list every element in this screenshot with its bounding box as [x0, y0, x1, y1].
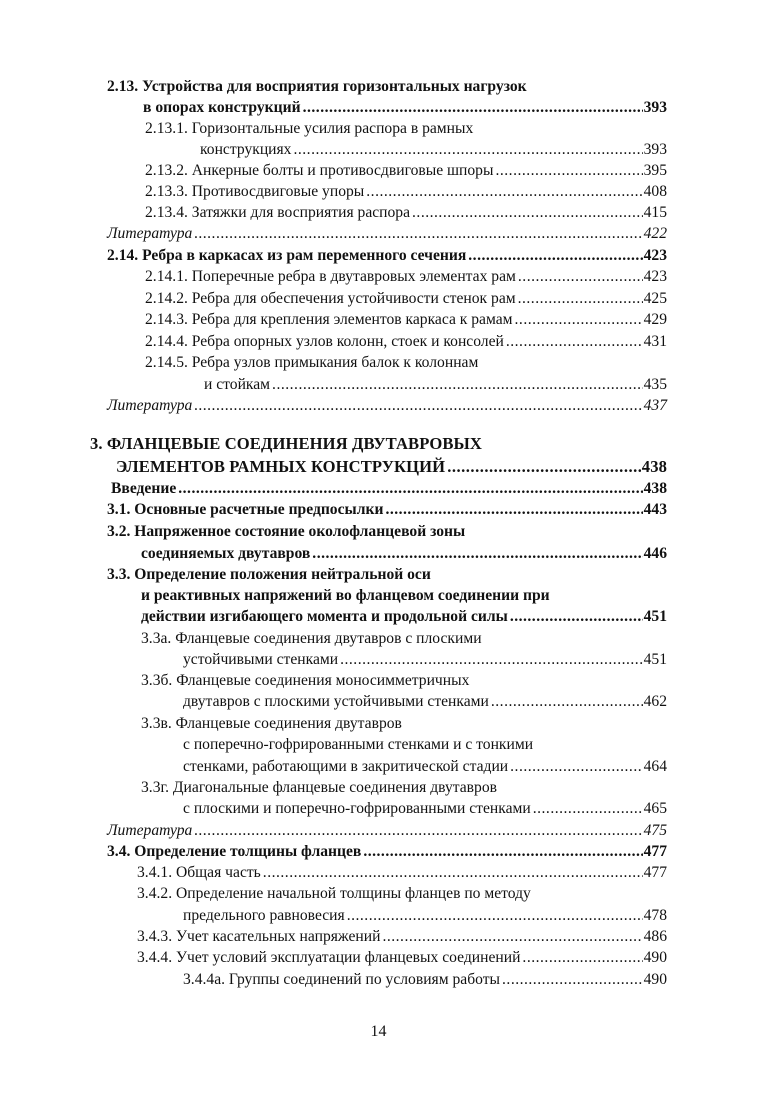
toc-entry-title: соединяемых двутавров — [141, 545, 311, 562]
toc-entry-title: 2.14.3. Ребра для крепления элементов каркаса к рамам — [145, 311, 513, 328]
toc-entry-title: Введение — [111, 480, 177, 497]
toc-entry-page: 408 — [643, 183, 667, 200]
toc-entry — [141, 606, 667, 627]
toc-dot-leader — [340, 649, 643, 670]
toc-entry — [111, 478, 667, 499]
toc-entry-title: 3.4.3. Учет касательных напряжений — [137, 928, 381, 945]
toc-dot-leader — [385, 499, 642, 520]
toc-entry-page: 429 — [643, 311, 667, 328]
toc-dot-leader — [502, 969, 643, 990]
toc-entry-title: 3.3б. Фланцевые соединения моносимметричных — [141, 672, 470, 689]
toc-entry-page: 415 — [643, 204, 667, 221]
toc-entry-page: 431 — [643, 333, 667, 350]
toc-dot-leader — [366, 181, 642, 202]
toc-dot-leader — [263, 862, 643, 883]
toc-entry — [116, 456, 667, 477]
toc-entry-page: 486 — [643, 928, 667, 945]
toc-dot-leader — [194, 395, 642, 416]
toc-entry-page: 423 — [643, 247, 667, 264]
toc-dot-leader — [468, 245, 642, 266]
toc-entry-title: 3.3а. Фланцевые соединения двутавров с плоскими — [141, 630, 482, 647]
toc-entry — [107, 395, 667, 416]
toc-entry-page: 490 — [643, 971, 667, 988]
toc-entry-page: 438 — [641, 457, 667, 476]
toc-entry-page: 490 — [643, 949, 667, 966]
toc-dot-leader — [510, 606, 643, 627]
toc-entry-title: 2.14.1. Поперечные ребра в двутавровых элементах рам — [145, 268, 516, 285]
toc-dot-leader — [303, 97, 643, 118]
toc-entry-page: 443 — [643, 501, 667, 518]
toc-dot-leader — [510, 756, 642, 777]
toc-entry-page: 475 — [643, 822, 667, 839]
toc-entry-title: 3.3в. Фланцевые соединения двутавров — [141, 715, 402, 732]
toc-entry-title: 3.4.4. Учет условий эксплуатации фланцевых соединений — [137, 949, 521, 966]
toc-entry-title: 2.13.4. Затяжки для восприятия распора — [145, 204, 411, 221]
toc-entry — [141, 543, 667, 564]
toc-entry-title: 2.14.2. Ребра для обеспечения устойчивости стенок рам — [145, 290, 516, 307]
toc-dot-leader — [382, 926, 642, 947]
toc-entry-title: 3.2. Напряженное состояние околофланцевой зоны — [107, 523, 466, 540]
toc-entry — [183, 756, 667, 777]
toc-entry-title: и реактивных напряжений во фланцевом соединении при — [141, 587, 550, 604]
toc-entry-title: 3. ФЛАНЦЕВЫЕ СОЕДИНЕНИЯ ДВУТАВРОВЫХ — [90, 434, 483, 453]
toc-entry-title: 3.3. Определение положения нейтральной оси — [107, 566, 431, 583]
toc-entry-title: Литература — [107, 822, 193, 839]
toc-entry-title: 2.13. Устройства для восприятия горизонтальных нагрузок — [107, 78, 527, 95]
toc-entry — [107, 499, 667, 520]
toc-entry — [183, 691, 667, 712]
toc-entry — [183, 649, 667, 670]
toc-entry — [107, 820, 667, 841]
toc-entry-page: 422 — [643, 225, 667, 242]
toc-dot-leader — [447, 456, 641, 477]
toc-entry-page: 437 — [643, 397, 667, 414]
toc-entry-page: 393 — [643, 99, 667, 116]
toc-entry-title: 2.13.3. Противосдвиговые упоры — [145, 183, 365, 200]
toc-entry-page: 464 — [643, 758, 667, 775]
toc-entry-title: 2.13.2. Анкерные болты и противосдвиговые шпоры — [145, 162, 494, 179]
toc-entry-title: в опорах конструкций — [143, 99, 301, 116]
toc-entry-page: 477 — [643, 843, 667, 860]
toc-entry-title: 2.14.4. Ребра опорных узлов колонн, стоек и консолей — [145, 333, 504, 350]
toc-dot-leader — [194, 820, 642, 841]
toc-dot-leader — [293, 139, 642, 160]
toc-entry — [145, 309, 667, 330]
toc-dot-leader — [272, 374, 643, 395]
toc-entry-page: 446 — [643, 545, 667, 562]
toc-entry-page: 425 — [643, 290, 667, 307]
toc-entry — [183, 905, 667, 926]
toc-entry — [145, 331, 667, 352]
toc-entry-title: 3.4.1. Общая часть — [137, 864, 261, 881]
toc-dot-leader — [518, 288, 643, 309]
toc-entry-page: 478 — [643, 907, 667, 924]
toc-entry-title: Литература — [107, 397, 193, 414]
toc-entry — [145, 288, 667, 309]
toc-entry-title: стенками, работающими в закритической стадии — [183, 758, 509, 775]
toc-dot-leader — [347, 905, 643, 926]
toc-entry-title: двутавров с плоскими устойчивыми стенками — [183, 693, 489, 710]
toc-entry-title: 3.4.2. Определение начальной толщины фланцев по методу — [137, 885, 531, 902]
toc-entry — [137, 862, 667, 883]
toc-dot-leader — [178, 478, 642, 499]
toc-entry-page: 451 — [643, 608, 667, 625]
toc-entry-page: 393 — [643, 141, 667, 158]
toc-entry-title: 3.4. Определение толщины фланцев — [107, 843, 362, 860]
toc-entry-title: действии изгибающего момента и продольной силы — [141, 608, 508, 625]
toc-entry — [107, 223, 667, 244]
toc-dot-leader — [312, 543, 642, 564]
toc-entry — [145, 266, 667, 287]
toc-entry — [200, 139, 667, 160]
toc-entry-title: ЭЛЕМЕНТОВ РАМНЫХ КОНСТРУКЦИЙ — [116, 457, 446, 476]
toc-entry — [145, 181, 667, 202]
toc-entry — [107, 841, 667, 862]
toc-entry-page: 462 — [643, 693, 667, 710]
toc-dot-leader — [522, 947, 642, 968]
toc-entry-title: конструкциях — [200, 141, 292, 158]
toc-entry-title: 2.14.5. Ребра узлов примыкания балок к колоннам — [145, 354, 479, 371]
toc-entry-title: Литература — [107, 225, 193, 242]
toc-entry-title: 3.1. Основные расчетные предпосылки — [107, 501, 384, 518]
toc-dot-leader — [363, 841, 642, 862]
toc-entry-title: 2.14. Ребра в каркасах из рам переменного сечения — [107, 247, 467, 264]
toc-entry-title: 3.3г. Диагональные фланцевые соединения двутавров — [141, 779, 497, 796]
toc-entry-title: устойчивыми стенками — [183, 651, 339, 668]
toc-entry-page: 477 — [643, 864, 667, 881]
toc-dot-leader — [506, 331, 643, 352]
toc-entry-page: 451 — [643, 651, 667, 668]
toc-entry — [107, 245, 667, 266]
toc-dot-leader — [194, 223, 642, 244]
toc-dot-leader — [515, 309, 643, 330]
toc-dot-leader — [533, 798, 643, 819]
toc-entry — [143, 97, 667, 118]
toc-entry — [183, 798, 667, 819]
toc-entry — [137, 947, 667, 968]
toc-entry — [145, 202, 667, 223]
toc-entry — [204, 374, 667, 395]
toc-entry-title: с поперечно-гофрированными стенками и с тонкими — [183, 736, 534, 753]
toc-entry-page: 465 — [643, 800, 667, 817]
toc-entry-title: 3.4.4а. Группы соединений по условиям работы — [183, 971, 501, 988]
toc-entry — [137, 926, 667, 947]
toc-entry-page: 423 — [643, 268, 667, 285]
toc-entry-title: предельного равновесия — [183, 907, 345, 924]
toc-dot-leader — [495, 160, 642, 181]
toc-entry-page: 435 — [643, 376, 667, 393]
toc-entry — [183, 969, 667, 990]
toc-entry-title: 2.13.1. Горизонтальные усилия распора в рамных — [145, 120, 474, 137]
toc-dot-leader — [491, 691, 643, 712]
toc-dot-leader — [412, 202, 643, 223]
toc-entry-page: 395 — [643, 162, 667, 179]
toc-entry-title: и стойкам — [204, 376, 271, 393]
toc-dot-leader — [518, 266, 643, 287]
toc-entry-title: с плоскими и поперечно-гофрированными стенками — [183, 800, 531, 817]
toc-entry — [145, 160, 667, 181]
toc-entry-page: 438 — [643, 480, 667, 497]
page-number: 14 — [370, 1023, 387, 1040]
